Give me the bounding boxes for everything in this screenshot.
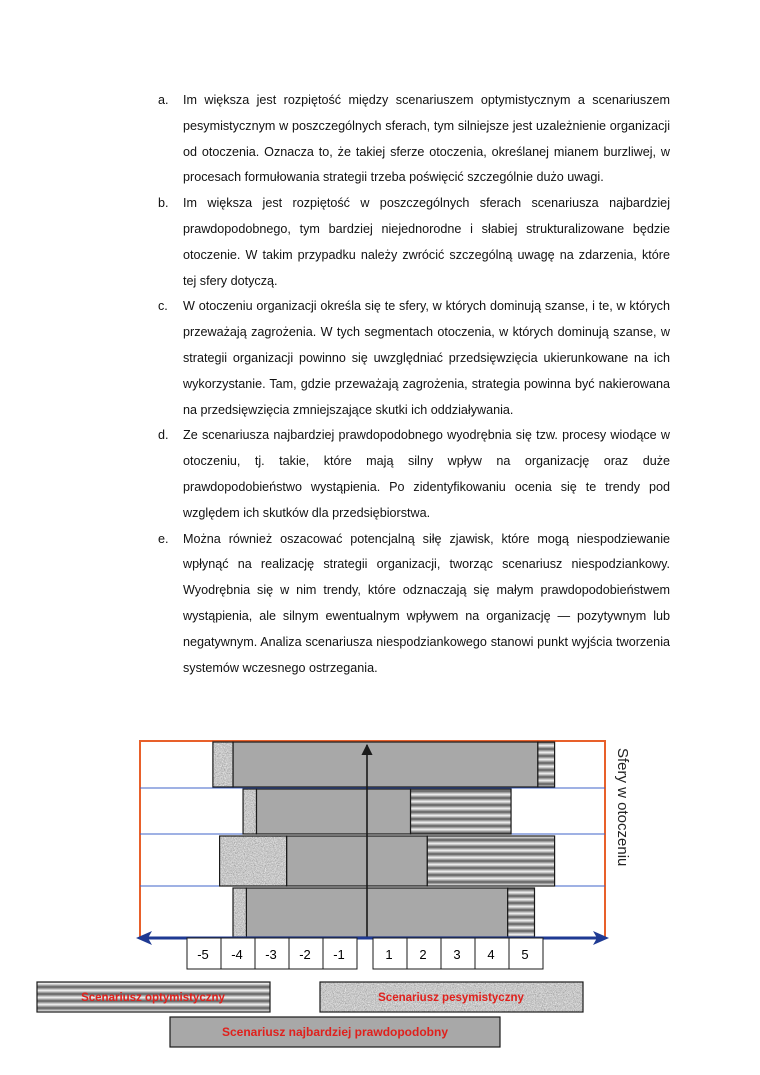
legend-optimistic-label: Scenariusz optymistyczny bbox=[81, 992, 225, 1004]
bar-most-probable-row-1 bbox=[233, 742, 538, 787]
scale-label: 4 bbox=[487, 947, 495, 962]
scale-box-neg-3 bbox=[255, 938, 289, 969]
scenario-bars bbox=[213, 742, 555, 937]
legend-most-probable-label: Scenariusz najbardziej prawdopodobny bbox=[221, 1025, 449, 1039]
list-marker: d. bbox=[158, 428, 169, 443]
legend-pessimistic-label: Scenariusz pesymistyczny bbox=[378, 992, 524, 1004]
scale-box-pos-5 bbox=[509, 938, 543, 969]
scale-box-neg-4 bbox=[289, 938, 323, 969]
list-item-text: Im większa jest rozpiętość w poszczególnych sferach scenariusza najbardziej prawdopodobnego, tym bardziej niejednorodne i słabiej strukturalizowane będzie otoczenie. W takim przypadku należy zwrócić szczególną uwagę na zdarzenia, które tej sfery dotyczą. bbox=[183, 196, 670, 288]
bar-most-probable-row-4 bbox=[246, 888, 507, 937]
scale-box-pos-3 bbox=[441, 938, 475, 969]
list-marker: c. bbox=[158, 299, 168, 314]
list-item-text: Im większa jest rozpiętość między scenariuszem optymistycznym a scenariuszem pesymistycznym w poszczególnych sferach, tym silniejsze jest uzależnienie organizacji od otoczenia. Oznacza to, że takiej sferze otoczenia, określanej mianem burzliwej, w procesach formułowania strategii trzeba poświęcić szczególnie dużo uwagi. bbox=[183, 93, 670, 185]
scale-box-pos-2 bbox=[407, 938, 441, 969]
list-marker: e. bbox=[158, 531, 169, 546]
scale-label: -5 bbox=[197, 947, 209, 962]
bar-pessimistic-row-3 bbox=[220, 836, 287, 886]
list-marker: a. bbox=[158, 93, 169, 107]
scale-label: 2 bbox=[419, 947, 427, 962]
scale-label: -4 bbox=[231, 947, 243, 962]
bar-pessimistic-row-4 bbox=[233, 888, 246, 937]
scale-label: -2 bbox=[299, 947, 311, 962]
bar-optimistic-row-3 bbox=[427, 836, 554, 886]
scale-label: 3 bbox=[453, 947, 461, 962]
scale-box-pos-4 bbox=[475, 938, 509, 969]
bar-optimistic-row-4 bbox=[508, 888, 535, 937]
scale-boxes bbox=[187, 938, 543, 969]
scale-label: -3 bbox=[265, 947, 277, 962]
legend-pessimistic bbox=[320, 982, 583, 1012]
list-marker: b. bbox=[158, 196, 169, 211]
scale-box-neg-1 bbox=[187, 938, 221, 969]
bar-pessimistic-row-2 bbox=[243, 789, 256, 834]
scale-box-neg-5 bbox=[323, 938, 357, 969]
list-item-text: W otoczeniu organizacji określa się te sfery, w których dominują szanse, i te, w których przeważają zagrożenia. W tych segmentach otoczenia, w których dominują szanse, w strategii organizacji powinno się uwzględniać przedsięwzięcia ukierunkowane na ich wykorzystanie. Tam, gdzie przeważają zagrożenia, strategia powinna być nakierowana na przedsięwzięcia zmniejszające skutki ich oddziaływania. bbox=[183, 299, 670, 417]
scale-label: 5 bbox=[521, 947, 529, 962]
scale-label: 1 bbox=[385, 947, 393, 962]
bar-optimistic-row-1 bbox=[538, 742, 555, 787]
bar-most-probable-row-3 bbox=[287, 836, 428, 886]
list-item-text: Można również oszacować potencjalną siłę zjawisk, które mogą niespodziewanie wpłynąć na realizację strategii organizacji, tworząc scenariusz niespodziankowy. Wyodrębnia się w nim trendy, które odznaczają się małym prawdopodobieństwem wystąpienia, ale silnym ewentualnym wpływem na organizację — pozytywnym lub negatywnym. Analiza scenariusza niespodziankowego stanowi punkt wyjścia tworzenia systemów wczesnego ostrzegania. bbox=[183, 531, 670, 675]
scale-box-neg-2 bbox=[221, 938, 255, 969]
legend-optimistic bbox=[37, 982, 270, 1012]
side-label: Sfery w otoczeniu bbox=[614, 748, 631, 867]
legend-most-probable bbox=[170, 1017, 500, 1047]
scale-label: -1 bbox=[333, 947, 345, 962]
bar-pessimistic-row-1 bbox=[213, 742, 233, 787]
bar-most-probable-row-2 bbox=[256, 789, 410, 834]
list-item-text: Ze scenariusza najbardziej prawdopodobnego wyodrębnia się tzw. procesy wiodące w otoczeniu, tj. takie, które mają silny wpływ na organizację oraz duże prawdopodobieństwo wystąpienia. Po zidentyfikowaniu ocenia się te trendy pod względem ich skutków dla przedsiębiorstwa. bbox=[183, 428, 670, 520]
bar-optimistic-row-2 bbox=[411, 789, 512, 834]
scale-box-pos-1 bbox=[373, 938, 407, 969]
